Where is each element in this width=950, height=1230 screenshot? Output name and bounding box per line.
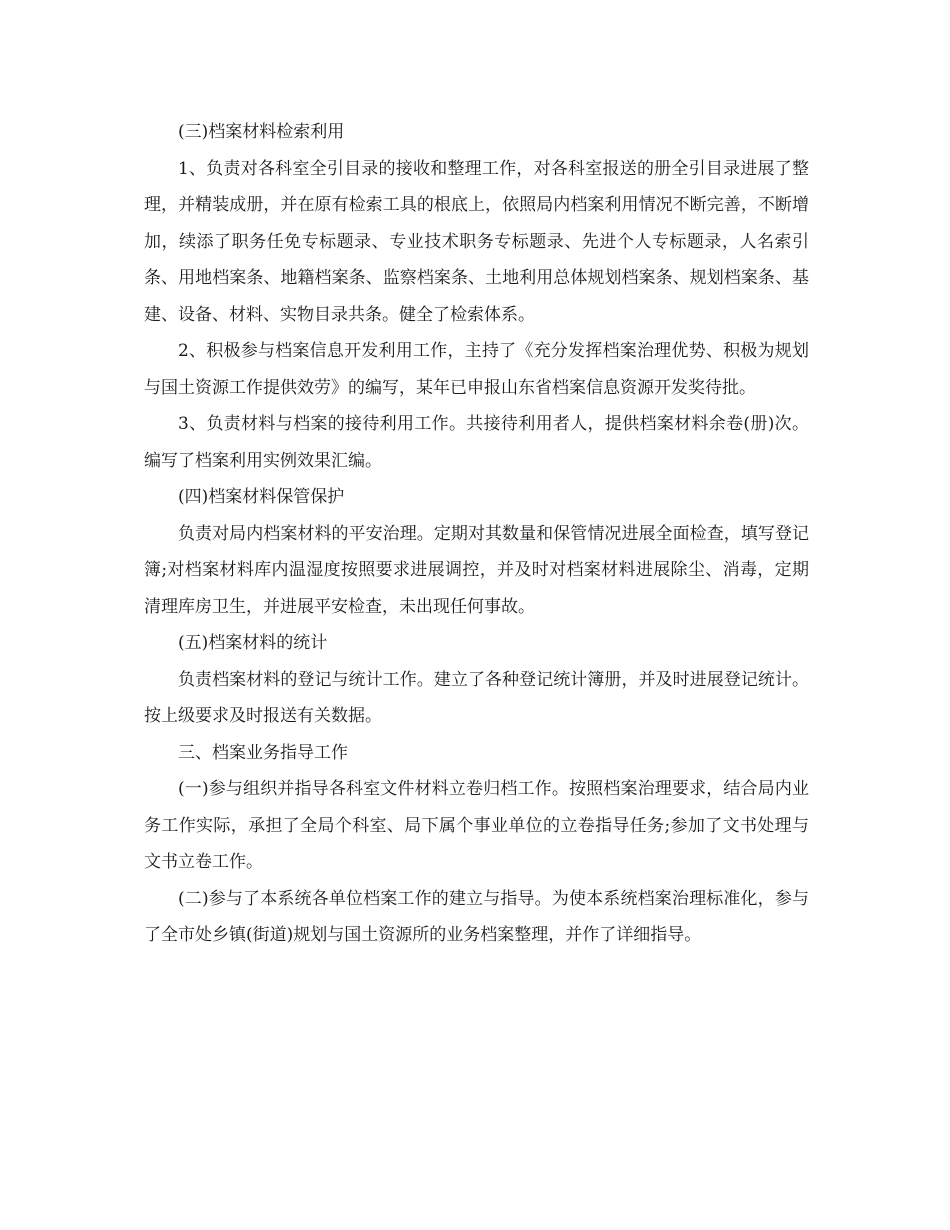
- paragraph-statistics-work: 负责档案材料的登记与统计工作。建立了各种登记统计簿册，并及时进展登记统计。按上级要求及时报送有关数据。: [144, 669, 809, 726]
- heading-business-guidance: 三、档案业务指导工作: [178, 742, 348, 763]
- paragraph-storage-safety: 负责对局内档案材料的平安治理。定期对其数量和保管情况进展全面检查，填写登记簿;对档案材料库内温湿度按照要求进展调控，并及时对档案材料进展除尘、消毒，定期清理库房卫生，并进展平安检查，未出现任何事故。: [144, 523, 809, 617]
- heading-archive-retrieval: (三)档案材料检索利用: [178, 122, 345, 142]
- heading-archive-storage: (四)档案材料保管保护: [178, 487, 345, 507]
- paragraph-reception-use: 3、负责材料与档案的接待利用工作。共接待利用者人，提供档案材料余卷(册)次。编写了档案利用实例效果汇编。: [144, 414, 809, 471]
- heading-archive-statistics: (五)档案材料的统计: [178, 633, 328, 653]
- paragraph-filing-guidance: (一)参与组织并指导各科室文件材料立卷归档工作。按照档案治理要求，结合局内业务工作实际，承担了全局个科室、局下属个事业单位的立卷指导任务;参加了文书处理与文书立卷工作。: [144, 779, 809, 872]
- paragraph-catalog-work: 1、负责对各科室全引目录的接收和整理工作，对各科室报送的册全引目录进展了整理，并精装成册，并在原有检索工具的根底上，依照局内档案利用情况不断完善，不断增加，续添了职务任免专标题录、专业技术职务专标题录、先进个人专标题录，人名索引条、用地档案条、地籍档案条、监察档案条、土地利用总体规划档案条、规划档案条、基建、设备、材料、实物目录共条。健全了检索体系。: [144, 158, 809, 325]
- document-body: [144, 114, 809, 954]
- paragraph-info-development: 2、积极参与档案信息开发利用工作，主持了《充分发挥档案治理优势、积极为规划与国土资源工作提供效劳》的编写，某年已申报山东省档案信息资源开发奖待批。: [144, 341, 809, 398]
- paragraph-system-guidance: (二)参与了本系统各单位档案工作的建立与指导。为使本系统档案治理标准化，参与了全市处乡镇(街道)规划与国土资源所的业务档案整理，并作了详细指导。: [144, 888, 809, 945]
